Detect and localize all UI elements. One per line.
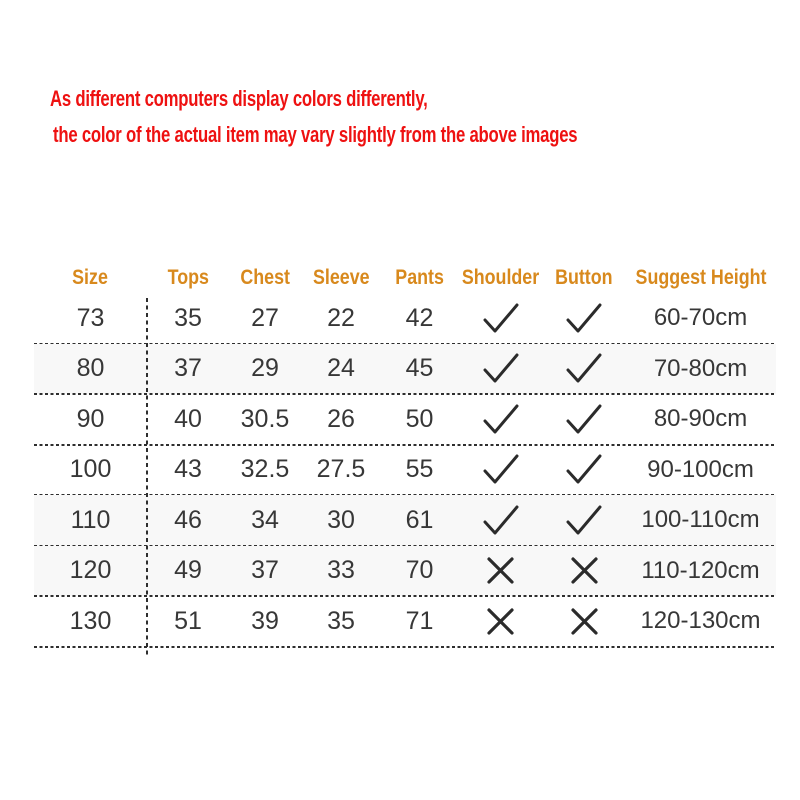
cell-shoulder [458, 293, 543, 344]
cell-shoulder [458, 344, 543, 395]
table-header-row [34, 263, 776, 293]
cell-sleeve: 24 [327, 354, 355, 383]
cell-sleeve: 30 [327, 505, 355, 534]
cell-shoulder [458, 495, 543, 546]
check-icon [480, 453, 522, 486]
cell-suggest-height: 90-100cm [647, 455, 754, 483]
cell-tops: 46 [174, 505, 202, 534]
check-icon [563, 403, 605, 436]
cell-shoulder [458, 596, 543, 647]
cell-shoulder [458, 394, 543, 445]
cell-pants: 61 [405, 505, 434, 534]
cell-button [543, 596, 625, 647]
cell-suggest-height: 120-130cm [640, 607, 761, 635]
cell-chest: 30.5 [240, 404, 290, 433]
header-shoulder: Shoulder [461, 266, 540, 289]
cell-pants: 71 [405, 606, 434, 635]
cell-chest: 37 [251, 556, 279, 585]
cell-pants: 42 [405, 303, 434, 332]
cell-sleeve: 26 [327, 404, 355, 433]
cell-tops: 49 [174, 556, 202, 585]
header-sleeve: Sleeve [312, 266, 370, 289]
cell-pants: 50 [405, 404, 434, 433]
cell-sleeve: 22 [327, 303, 355, 332]
header-suggest-height: Suggest Height [635, 266, 766, 289]
cell-tops: 51 [174, 606, 202, 635]
cross-icon [486, 556, 515, 585]
header-pants: Pants [395, 266, 444, 289]
check-icon [480, 302, 522, 335]
cell-suggest-height: 60-70cm [653, 304, 748, 332]
cell-sleeve: 33 [327, 556, 355, 585]
cell-button [543, 445, 625, 496]
cell-size: 100 [69, 455, 112, 484]
cell-tops: 40 [174, 404, 202, 433]
cross-icon [486, 607, 515, 636]
header-size: Size [72, 266, 109, 289]
cell-sleeve: 27.5 [316, 455, 366, 484]
check-icon [563, 453, 605, 486]
cell-size: 73 [76, 303, 105, 332]
cell-size: 120 [69, 556, 112, 585]
cell-chest: 34 [251, 505, 279, 534]
cell-chest: 27 [251, 303, 279, 332]
cell-tops: 37 [174, 354, 202, 383]
cell-chest: 39 [251, 606, 279, 635]
cell-size: 90 [76, 404, 105, 433]
cell-suggest-height: 80-90cm [653, 405, 748, 433]
cell-button [543, 344, 625, 395]
cell-chest: 29 [251, 354, 279, 383]
disclaimer-line-2: the color of the actual item may vary slightly from the above images [53, 122, 578, 147]
cell-suggest-height: 110-120cm [641, 556, 760, 584]
cell-size: 110 [70, 505, 111, 534]
cell-tops: 43 [174, 455, 202, 484]
cell-pants: 70 [405, 556, 434, 585]
check-icon [480, 352, 522, 385]
header-tops: Tops [167, 266, 209, 289]
cell-shoulder [458, 445, 543, 496]
cross-icon [570, 556, 599, 585]
cell-button [543, 293, 625, 344]
cell-suggest-height: 70-80cm [653, 354, 748, 382]
cross-icon [570, 607, 599, 636]
check-icon [563, 352, 605, 385]
cell-chest: 32.5 [240, 455, 290, 484]
cell-tops: 35 [174, 303, 202, 332]
disclaimer-line-1: As different computers display colors differently, [50, 86, 428, 111]
cell-button [543, 546, 625, 597]
cell-pants: 45 [405, 354, 434, 383]
check-icon [563, 504, 605, 537]
cell-button [543, 495, 625, 546]
cell-shoulder [458, 546, 543, 597]
size-column-divider-line [146, 298, 148, 656]
check-icon [563, 302, 605, 335]
header-button: Button [555, 266, 613, 289]
cell-size: 80 [76, 354, 105, 383]
cell-sleeve: 35 [327, 606, 355, 635]
cell-suggest-height: 100-110cm [641, 506, 760, 534]
cell-pants: 55 [405, 455, 434, 484]
check-icon [480, 504, 522, 537]
cell-button [543, 394, 625, 445]
cell-size: 130 [69, 606, 112, 635]
header-chest: Chest [240, 266, 290, 289]
check-icon [480, 403, 522, 436]
